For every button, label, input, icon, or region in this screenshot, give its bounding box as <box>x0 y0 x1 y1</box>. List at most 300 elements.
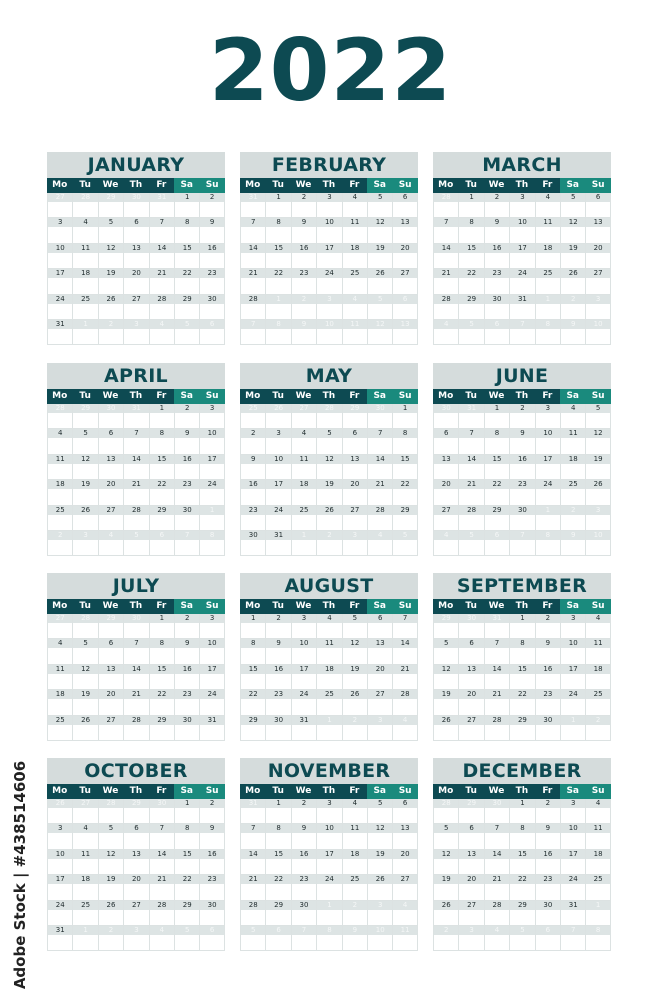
day-cell <box>98 665 123 690</box>
day-number: 8 <box>276 218 281 227</box>
weekday-label: Tu <box>272 391 284 401</box>
day-number: 1 <box>301 530 307 539</box>
day-cell <box>560 639 585 664</box>
day-number: 18 <box>81 875 91 884</box>
day-number: 29 <box>157 505 167 514</box>
day-cell <box>458 850 483 875</box>
day-cell <box>149 614 174 639</box>
day-number: 30 <box>131 193 141 201</box>
day-cell <box>484 455 509 480</box>
weekday-label: Fr <box>542 601 553 611</box>
day-number: 28 <box>157 900 167 909</box>
day-number: 20 <box>106 690 116 699</box>
day-cell <box>560 665 585 690</box>
day-number: 4 <box>443 530 449 539</box>
day-cell-outside <box>72 614 97 639</box>
day-cell <box>265 614 290 639</box>
day-number: 25 <box>350 875 360 884</box>
day-number: 4 <box>352 799 358 807</box>
day-number: 4 <box>402 715 408 724</box>
day-number: 6 <box>108 429 114 438</box>
day-number: 16 <box>207 849 217 858</box>
day-cell <box>392 614 417 639</box>
day-number: 5 <box>134 530 139 539</box>
day-cell-outside <box>342 716 367 741</box>
weekday-header <box>240 178 418 193</box>
day-number: 13 <box>131 849 141 858</box>
day-cell-outside <box>98 193 123 218</box>
day-cell <box>123 295 148 320</box>
day-cell <box>367 193 392 218</box>
day-cell <box>291 455 316 480</box>
day-cell <box>265 193 290 218</box>
day-number: 28 <box>55 404 65 412</box>
weekday-label: Mo <box>245 391 261 401</box>
day-cell <box>392 824 417 849</box>
day-cell <box>149 639 174 664</box>
day-number: 17 <box>517 243 527 252</box>
day-cell-outside <box>433 404 458 429</box>
weekday-label: Fr <box>349 786 360 796</box>
day-number: 30 <box>543 715 553 724</box>
day-cell <box>199 269 224 294</box>
day-number: 27 <box>593 269 603 278</box>
day-cell <box>392 480 417 505</box>
day-number: 2 <box>352 900 358 909</box>
day-cell-outside <box>535 531 560 556</box>
day-cell-outside <box>367 295 392 320</box>
day-cell <box>316 269 341 294</box>
day-number: 11 <box>55 664 65 673</box>
weekday-label: Th <box>515 180 529 190</box>
day-cell <box>433 218 458 243</box>
day-cell <box>509 269 534 294</box>
weekday-label: Fr <box>349 601 360 611</box>
day-cell <box>47 850 72 875</box>
day-cell <box>265 639 290 664</box>
weekday-label: Sa <box>174 178 199 193</box>
day-number: 9 <box>185 429 190 438</box>
day-number: 23 <box>248 505 258 514</box>
day-number: 31 <box>157 193 167 201</box>
weekday-label: Mo <box>52 180 68 190</box>
day-number: 30 <box>467 614 477 622</box>
day-grid <box>47 614 225 741</box>
day-number: 24 <box>299 690 309 699</box>
day-number: 18 <box>299 480 309 489</box>
day-grid <box>433 193 611 345</box>
weekday-label: Tu <box>79 601 91 611</box>
day-cell-outside <box>560 716 585 741</box>
day-number: 16 <box>274 664 284 673</box>
weekday-label: We <box>488 601 505 611</box>
day-cell <box>123 506 148 531</box>
day-cell <box>174 506 199 531</box>
day-number: 29 <box>441 614 451 622</box>
weekday-label: We <box>102 391 119 401</box>
day-cell <box>240 455 265 480</box>
day-number: 30 <box>106 404 116 412</box>
day-cell <box>367 875 392 900</box>
day-cell <box>433 716 458 741</box>
day-number: 1 <box>185 799 190 807</box>
day-number: 10 <box>568 824 578 833</box>
weekday-header <box>433 599 611 614</box>
day-number: 3 <box>595 505 601 514</box>
day-cell <box>316 614 341 639</box>
day-cell <box>560 901 585 926</box>
day-number: 3 <box>378 900 383 909</box>
month-name: AUGUST <box>240 573 418 599</box>
day-cell <box>149 875 174 900</box>
weekday-label: Th <box>322 391 336 401</box>
day-cell <box>458 875 483 900</box>
day-number: 1 <box>469 193 474 201</box>
day-cell <box>509 614 534 639</box>
day-number: 16 <box>182 454 192 463</box>
day-number: 11 <box>55 454 65 463</box>
day-number: 17 <box>568 664 578 673</box>
day-number: 2 <box>185 614 190 622</box>
day-number: 12 <box>81 664 91 673</box>
day-cell-outside <box>509 531 534 556</box>
day-number: 11 <box>324 639 334 648</box>
day-number: 10 <box>593 319 603 328</box>
day-number: 11 <box>593 639 603 648</box>
day-cell <box>265 799 290 824</box>
day-cell <box>509 193 534 218</box>
month-february <box>240 152 418 345</box>
day-cell <box>265 850 290 875</box>
day-grid <box>47 404 225 556</box>
day-cell-outside <box>560 295 585 320</box>
day-number: 2 <box>108 319 114 328</box>
day-cell <box>316 639 341 664</box>
day-number: 12 <box>375 218 385 227</box>
day-cell <box>72 716 97 741</box>
day-cell <box>367 455 392 480</box>
day-number: 9 <box>520 429 525 438</box>
day-number: 1 <box>159 404 165 412</box>
day-number: 12 <box>350 639 360 648</box>
day-number: 18 <box>81 269 91 278</box>
day-cell-outside <box>72 926 97 951</box>
day-number: 5 <box>443 639 449 648</box>
day-cell <box>342 244 367 269</box>
day-number: 28 <box>157 294 167 303</box>
weekday-header <box>240 784 418 799</box>
weekday-label: Th <box>129 601 143 611</box>
day-number: 10 <box>375 925 385 934</box>
day-number: 4 <box>545 193 551 201</box>
day-number: 26 <box>375 269 385 278</box>
day-number: 16 <box>299 243 309 252</box>
day-cell <box>240 531 265 556</box>
day-cell <box>585 614 610 639</box>
day-number: 29 <box>517 900 527 909</box>
day-number: 7 <box>134 639 139 648</box>
day-cell <box>265 269 290 294</box>
day-cell-outside <box>149 320 174 345</box>
day-number: 26 <box>441 900 451 909</box>
day-number: 5 <box>378 294 383 303</box>
day-number: 4 <box>443 319 449 328</box>
day-number: 15 <box>400 454 410 463</box>
day-number: 10 <box>207 429 217 438</box>
weekday-label: Tu <box>79 786 91 796</box>
day-cell-outside <box>123 193 148 218</box>
day-number: 14 <box>248 243 258 252</box>
day-number: 2 <box>443 925 449 934</box>
day-number: 27 <box>131 294 141 303</box>
day-cell <box>47 320 72 345</box>
day-cell <box>585 824 610 849</box>
day-number: 19 <box>350 664 360 673</box>
day-number: 4 <box>494 925 500 934</box>
day-cell <box>509 901 534 926</box>
day-cell <box>509 850 534 875</box>
day-number: 11 <box>299 454 309 463</box>
day-number: 20 <box>593 243 603 252</box>
day-cell <box>265 665 290 690</box>
day-number: 8 <box>494 429 500 438</box>
day-number: 9 <box>545 639 551 648</box>
day-number: 31 <box>248 799 258 807</box>
day-number: 26 <box>568 269 578 278</box>
day-cell-outside <box>509 320 534 345</box>
day-cell <box>123 875 148 900</box>
day-cell <box>291 193 316 218</box>
day-cell <box>240 614 265 639</box>
day-cell <box>291 901 316 926</box>
weekday-label: Tu <box>465 180 477 190</box>
day-number: 11 <box>350 824 360 833</box>
day-cell-outside <box>240 404 265 429</box>
day-cell <box>123 429 148 454</box>
day-number: 1 <box>276 193 281 201</box>
day-cell <box>484 244 509 269</box>
day-number: 5 <box>469 530 474 539</box>
day-number: 27 <box>400 269 410 278</box>
day-number: 25 <box>593 875 603 884</box>
day-number: 1 <box>327 715 332 724</box>
day-number: 8 <box>327 925 332 934</box>
day-cell <box>585 690 610 715</box>
day-cell <box>585 269 610 294</box>
day-cell <box>484 404 509 429</box>
weekday-label: Su <box>392 178 417 193</box>
weekday-label: Fr <box>542 786 553 796</box>
day-number: 16 <box>517 454 527 463</box>
day-number: 18 <box>55 480 65 489</box>
day-cell <box>458 429 483 454</box>
day-cell <box>458 824 483 849</box>
month-name: OCTOBER <box>47 758 225 784</box>
weekday-label: Sa <box>367 389 392 404</box>
day-cell-outside <box>98 320 123 345</box>
day-cell <box>367 244 392 269</box>
day-number: 23 <box>299 269 309 278</box>
day-number: 15 <box>467 243 477 252</box>
day-cell <box>240 506 265 531</box>
day-number: 28 <box>324 404 334 412</box>
day-number: 7 <box>378 429 383 438</box>
day-cell <box>199 665 224 690</box>
day-cell <box>458 716 483 741</box>
weekday-label: Mo <box>52 391 68 401</box>
day-cell-outside <box>367 901 392 926</box>
day-cell <box>98 218 123 243</box>
day-number: 12 <box>106 849 116 858</box>
day-number: 20 <box>131 875 141 884</box>
day-cell <box>367 824 392 849</box>
day-number: 20 <box>441 480 451 489</box>
month-name: MARCH <box>433 152 611 178</box>
weekday-label: Th <box>322 601 336 611</box>
day-number: 4 <box>83 218 88 227</box>
month-april <box>47 363 225 556</box>
weekday-label: Fr <box>349 391 360 401</box>
weekday-label: We <box>102 180 119 190</box>
day-cell-outside <box>484 614 509 639</box>
day-number: 19 <box>441 875 451 884</box>
day-cell <box>316 455 341 480</box>
day-cell <box>98 429 123 454</box>
day-cell <box>174 639 199 664</box>
weekday-label: Th <box>129 180 143 190</box>
day-cell <box>265 531 290 556</box>
day-cell <box>316 218 341 243</box>
weekday-label: Sa <box>174 784 199 799</box>
day-cell-outside <box>458 799 483 824</box>
day-cell <box>342 429 367 454</box>
day-number: 5 <box>571 193 576 201</box>
day-cell <box>509 218 534 243</box>
day-number: 25 <box>324 690 334 699</box>
day-cell <box>98 901 123 926</box>
weekday-label: Tu <box>465 391 477 401</box>
day-number: 12 <box>593 429 603 438</box>
day-cell <box>199 429 224 454</box>
day-cell-outside <box>123 531 148 556</box>
day-cell-outside <box>123 404 148 429</box>
day-cell <box>47 480 72 505</box>
day-cell <box>367 269 392 294</box>
day-number: 1 <box>494 404 500 412</box>
day-number: 6 <box>494 530 500 539</box>
day-number: 3 <box>571 799 576 807</box>
day-cell <box>149 244 174 269</box>
day-cell <box>98 875 123 900</box>
day-cell-outside <box>367 926 392 951</box>
day-cell <box>47 218 72 243</box>
day-number: 20 <box>400 243 410 252</box>
day-number: 30 <box>299 900 309 909</box>
day-number: 8 <box>185 218 190 227</box>
day-cell <box>484 875 509 900</box>
day-number: 27 <box>81 799 91 807</box>
day-cell <box>484 665 509 690</box>
weekday-header <box>47 389 225 404</box>
day-cell-outside <box>367 531 392 556</box>
day-cell <box>149 850 174 875</box>
day-cell <box>560 269 585 294</box>
day-cell <box>123 244 148 269</box>
day-number: 2 <box>545 799 551 807</box>
day-number: 18 <box>55 690 65 699</box>
day-number: 9 <box>301 218 307 227</box>
day-cell <box>560 850 585 875</box>
day-number: 14 <box>492 849 502 858</box>
day-number: 20 <box>375 664 385 673</box>
day-cell <box>316 193 341 218</box>
day-number: 7 <box>159 218 165 227</box>
weekday-header <box>433 178 611 193</box>
day-cell-outside <box>316 926 341 951</box>
day-number: 3 <box>595 294 601 303</box>
day-number: 24 <box>517 269 527 278</box>
day-number: 31 <box>248 193 258 201</box>
day-cell <box>392 875 417 900</box>
weekday-label: Th <box>322 180 336 190</box>
day-number: 16 <box>182 664 192 673</box>
day-number: 2 <box>571 505 576 514</box>
day-cell <box>149 480 174 505</box>
month-name: JULY <box>47 573 225 599</box>
day-cell-outside <box>342 926 367 951</box>
day-number: 28 <box>248 294 258 303</box>
weekday-label: Sa <box>560 389 585 404</box>
weekday-label: Tu <box>465 786 477 796</box>
day-cell <box>199 690 224 715</box>
month-september <box>433 573 611 741</box>
weekday-label: We <box>295 786 312 796</box>
day-number: 4 <box>595 614 601 622</box>
day-number: 13 <box>350 454 360 463</box>
day-number: 3 <box>134 319 139 328</box>
day-cell <box>174 614 199 639</box>
day-number: 30 <box>492 799 502 807</box>
day-cell <box>484 193 509 218</box>
day-number: 5 <box>402 530 408 539</box>
day-number: 23 <box>274 690 284 699</box>
day-cell <box>174 850 199 875</box>
day-cell <box>316 824 341 849</box>
day-number: 6 <box>469 824 474 833</box>
day-number: 21 <box>375 480 385 489</box>
day-number: 16 <box>543 849 553 858</box>
day-cell <box>199 404 224 429</box>
day-cell <box>199 824 224 849</box>
day-cell <box>291 480 316 505</box>
day-cell <box>392 506 417 531</box>
day-cell <box>535 716 560 741</box>
weekday-label: Mo <box>438 786 454 796</box>
day-number: 4 <box>378 530 383 539</box>
day-number: 24 <box>543 480 553 489</box>
day-number: 8 <box>402 429 408 438</box>
day-cell <box>585 665 610 690</box>
day-number: 26 <box>106 900 116 909</box>
day-cell-outside <box>392 926 417 951</box>
day-cell <box>291 639 316 664</box>
day-cell <box>291 429 316 454</box>
day-number: 31 <box>467 404 477 412</box>
day-number: 7 <box>469 429 474 438</box>
day-cell-outside <box>240 799 265 824</box>
day-number: 19 <box>106 269 116 278</box>
day-cell <box>98 455 123 480</box>
